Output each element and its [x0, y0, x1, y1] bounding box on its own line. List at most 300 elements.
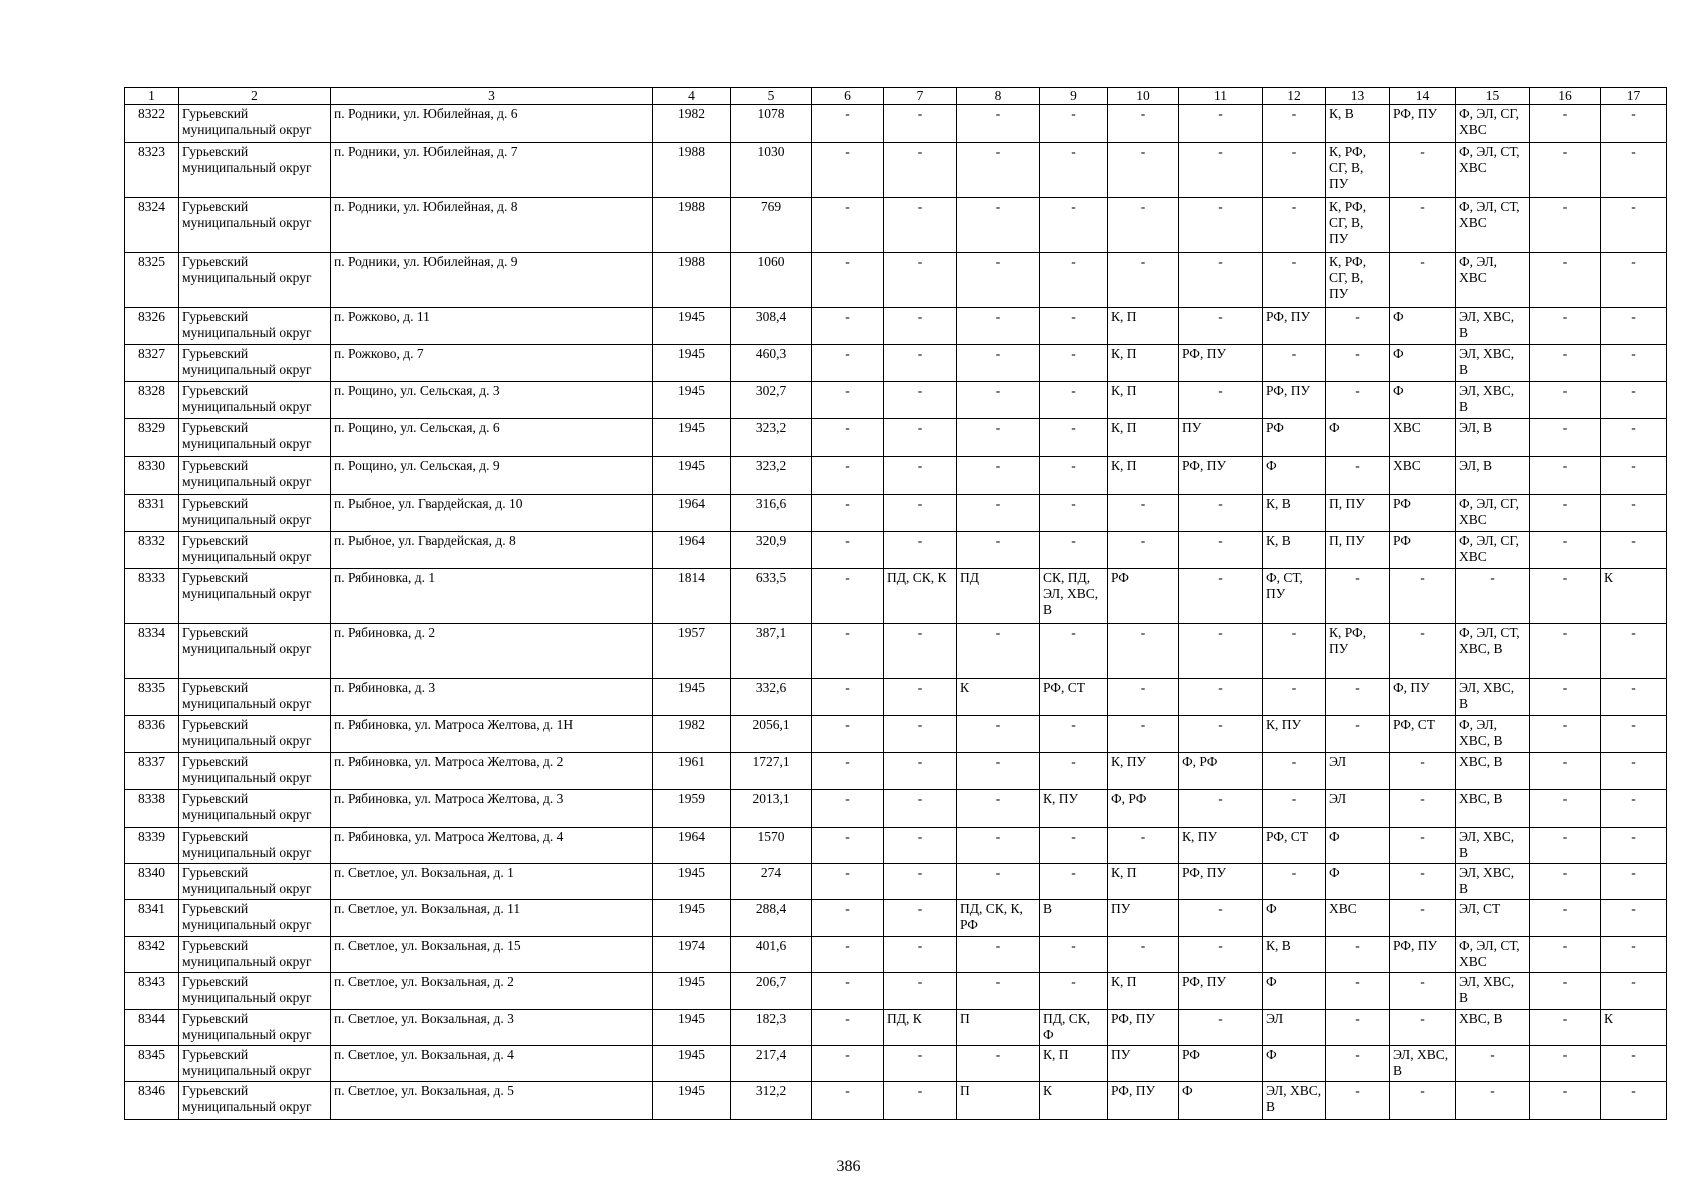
table-cell-col-10: -: [1108, 495, 1179, 532]
table-cell-col-7: -: [884, 457, 957, 495]
table-cell-col-3: п. Родники, ул. Юбилейная, д. 8: [331, 198, 653, 253]
column-number-15: 15: [1456, 88, 1530, 105]
table-cell-col-8: -: [957, 716, 1040, 753]
table-cell-col-9: СК, ПД, ЭЛ, ХВС, В: [1040, 569, 1108, 624]
table-cell-col-11: К, ПУ: [1179, 828, 1263, 864]
table-cell-col-14: -: [1390, 790, 1456, 828]
table-cell-col-7: -: [884, 753, 957, 790]
table-cell-col-17: -: [1601, 973, 1667, 1010]
table-cell-col-12: ЭЛ, ХВС, В: [1263, 1082, 1326, 1120]
table-cell-col-1: 8346: [125, 1082, 179, 1120]
table-cell-col-12: -: [1263, 253, 1326, 308]
table-cell-col-6: -: [812, 105, 884, 143]
table-cell-col-16: -: [1530, 382, 1601, 419]
table-cell-col-4: 1964: [653, 532, 731, 569]
table-cell-col-7: -: [884, 679, 957, 716]
table-cell-col-12: К, В: [1263, 495, 1326, 532]
table-cell-col-17: -: [1601, 624, 1667, 679]
table-cell-col-15: ХВС, В: [1456, 753, 1530, 790]
table-cell-col-16: -: [1530, 900, 1601, 937]
table-cell-col-2: Гурьевский муниципальный округ: [179, 1082, 331, 1120]
table-row: [125, 1082, 1667, 1120]
column-number-2: 2: [179, 88, 331, 105]
table-cell-col-4: 1974: [653, 937, 731, 973]
table-cell-col-7: -: [884, 900, 957, 937]
table-cell-col-11: РФ, ПУ: [1179, 345, 1263, 382]
page-number: 386: [836, 1158, 861, 1175]
table-cell-col-3: п. Родники, ул. Юбилейная, д. 9: [331, 253, 653, 308]
table-cell-col-8: -: [957, 382, 1040, 419]
table-cell-col-14: -: [1390, 253, 1456, 308]
table-cell-col-6: -: [812, 828, 884, 864]
table-cell-col-13: К, РФ, СГ, В, ПУ: [1326, 198, 1390, 253]
table-cell-col-6: -: [812, 345, 884, 382]
table-cell-col-3: п. Рябиновка, ул. Матроса Желтова, д. 2: [331, 753, 653, 790]
table-cell-col-13: -: [1326, 569, 1390, 624]
table-cell-col-15: ЭЛ, ХВС, В: [1456, 679, 1530, 716]
table-cell-col-5: 320,9: [731, 532, 812, 569]
table-cell-col-1: 8341: [125, 900, 179, 937]
table-cell-col-8: -: [957, 105, 1040, 143]
table-cell-col-9: -: [1040, 457, 1108, 495]
table-cell-col-11: -: [1179, 308, 1263, 345]
table-cell-col-4: 1988: [653, 198, 731, 253]
table-cell-col-2: Гурьевский муниципальный округ: [179, 753, 331, 790]
table-cell-col-13: -: [1326, 1082, 1390, 1120]
table-cell-col-17: -: [1601, 716, 1667, 753]
table-cell-col-7: -: [884, 1082, 957, 1120]
table-cell-col-4: 1945: [653, 973, 731, 1010]
table-cell-col-11: -: [1179, 937, 1263, 973]
table-cell-col-16: -: [1530, 419, 1601, 457]
table-cell-col-3: п. Рожково, д. 11: [331, 308, 653, 345]
table-cell-col-12: К, В: [1263, 532, 1326, 569]
table-cell-col-15: Ф, ЭЛ, СТ, ХВС: [1456, 143, 1530, 198]
table-cell-col-16: -: [1530, 1046, 1601, 1082]
table-cell-col-15: ХВС, В: [1456, 790, 1530, 828]
table-cell-col-5: 2013,1: [731, 790, 812, 828]
table-cell-col-2: Гурьевский муниципальный округ: [179, 624, 331, 679]
table-cell-col-2: Гурьевский муниципальный округ: [179, 864, 331, 900]
table-row: [125, 495, 1667, 532]
table-cell-col-6: -: [812, 308, 884, 345]
table-cell-col-14: -: [1390, 900, 1456, 937]
table-cell-col-13: ЭЛ: [1326, 790, 1390, 828]
table-cell-col-10: К, П: [1108, 308, 1179, 345]
table-cell-col-3: п. Рожково, д. 7: [331, 345, 653, 382]
table-cell-col-7: -: [884, 105, 957, 143]
table-cell-col-14: ХВС: [1390, 419, 1456, 457]
table-cell-col-10: -: [1108, 105, 1179, 143]
column-number-3: 3: [331, 88, 653, 105]
table-cell-col-13: Ф: [1326, 828, 1390, 864]
table-cell-col-11: -: [1179, 900, 1263, 937]
table-cell-col-15: -: [1456, 569, 1530, 624]
table-cell-col-5: 401,6: [731, 937, 812, 973]
table-cell-col-10: ПУ: [1108, 900, 1179, 937]
table-row: [125, 864, 1667, 900]
table-body: [125, 88, 1667, 1120]
table-cell-col-2: Гурьевский муниципальный округ: [179, 1010, 331, 1046]
table-cell-col-10: К, П: [1108, 345, 1179, 382]
table-cell-col-6: -: [812, 1010, 884, 1046]
table-cell-col-10: РФ, ПУ: [1108, 1010, 1179, 1046]
table-cell-col-6: -: [812, 973, 884, 1010]
table-cell-col-10: К, П: [1108, 864, 1179, 900]
table-cell-col-11: -: [1179, 716, 1263, 753]
table-cell-col-8: -: [957, 419, 1040, 457]
table-cell-col-17: -: [1601, 253, 1667, 308]
table-cell-col-5: 1727,1: [731, 753, 812, 790]
table-cell-col-13: Ф: [1326, 419, 1390, 457]
table-cell-col-8: -: [957, 828, 1040, 864]
table-row: [125, 828, 1667, 864]
table-cell-col-16: -: [1530, 532, 1601, 569]
table-row: [125, 345, 1667, 382]
table-cell-col-1: 8329: [125, 419, 179, 457]
table-cell-col-10: К, П: [1108, 973, 1179, 1010]
table-cell-col-11: РФ: [1179, 1046, 1263, 1082]
table-cell-col-17: -: [1601, 1046, 1667, 1082]
table-cell-col-7: ПД, СК, К: [884, 569, 957, 624]
table-cell-col-9: -: [1040, 495, 1108, 532]
column-number-header-row: [125, 88, 1667, 105]
table-cell-col-7: -: [884, 790, 957, 828]
table-cell-col-3: п. Рощино, ул. Сельская, д. 3: [331, 382, 653, 419]
table-cell-col-12: К, В: [1263, 937, 1326, 973]
table-cell-col-14: РФ, СТ: [1390, 716, 1456, 753]
table-cell-col-9: К, П: [1040, 1046, 1108, 1082]
table-cell-col-15: ХВС, В: [1456, 1010, 1530, 1046]
table-cell-col-10: -: [1108, 143, 1179, 198]
table-cell-col-2: Гурьевский муниципальный округ: [179, 1046, 331, 1082]
table-cell-col-17: -: [1601, 900, 1667, 937]
table-cell-col-8: -: [957, 345, 1040, 382]
table-cell-col-10: ПУ: [1108, 1046, 1179, 1082]
table-cell-col-2: Гурьевский муниципальный округ: [179, 105, 331, 143]
table-cell-col-15: ЭЛ, ХВС, В: [1456, 345, 1530, 382]
table-cell-col-9: -: [1040, 828, 1108, 864]
table-cell-col-7: -: [884, 937, 957, 973]
table-cell-col-11: -: [1179, 790, 1263, 828]
table-cell-col-4: 1961: [653, 753, 731, 790]
table-cell-col-14: -: [1390, 1082, 1456, 1120]
table-cell-col-16: -: [1530, 495, 1601, 532]
table-cell-col-9: -: [1040, 716, 1108, 753]
table-cell-col-12: -: [1263, 198, 1326, 253]
table-cell-col-15: ЭЛ, В: [1456, 419, 1530, 457]
table-cell-col-1: 8340: [125, 864, 179, 900]
table-cell-col-11: -: [1179, 679, 1263, 716]
table-cell-col-4: 1982: [653, 716, 731, 753]
table-cell-col-2: Гурьевский муниципальный округ: [179, 679, 331, 716]
table-cell-col-9: -: [1040, 937, 1108, 973]
table-cell-col-3: п. Рябиновка, д. 1: [331, 569, 653, 624]
table-cell-col-14: -: [1390, 973, 1456, 1010]
table-row: [125, 937, 1667, 973]
table-cell-col-9: К, ПУ: [1040, 790, 1108, 828]
table-cell-col-16: -: [1530, 308, 1601, 345]
table-cell-col-11: ПУ: [1179, 419, 1263, 457]
table-row: [125, 973, 1667, 1010]
column-number-14: 14: [1390, 88, 1456, 105]
column-number-9: 9: [1040, 88, 1108, 105]
table-cell-col-7: -: [884, 495, 957, 532]
table-cell-col-13: -: [1326, 1010, 1390, 1046]
table-cell-col-17: -: [1601, 382, 1667, 419]
table-cell-col-1: 8342: [125, 937, 179, 973]
table-cell-col-11: -: [1179, 1010, 1263, 1046]
table-cell-col-2: Гурьевский муниципальный округ: [179, 790, 331, 828]
table-cell-col-9: -: [1040, 143, 1108, 198]
table-cell-col-7: -: [884, 419, 957, 457]
column-number-8: 8: [957, 88, 1040, 105]
table-cell-col-8: ПД, СК, К, РФ: [957, 900, 1040, 937]
table-cell-col-4: 1945: [653, 864, 731, 900]
table-cell-col-17: -: [1601, 679, 1667, 716]
table-cell-col-4: 1945: [653, 345, 731, 382]
table-cell-col-17: -: [1601, 790, 1667, 828]
table-cell-col-13: К, РФ, ПУ: [1326, 624, 1390, 679]
table-cell-col-1: 8344: [125, 1010, 179, 1046]
table-cell-col-3: п. Рыбное, ул. Гвардейская, д. 10: [331, 495, 653, 532]
table-cell-col-5: 1078: [731, 105, 812, 143]
table-cell-col-2: Гурьевский муниципальный округ: [179, 253, 331, 308]
table-cell-col-7: ПД, К: [884, 1010, 957, 1046]
table-row: [125, 198, 1667, 253]
table-cell-col-4: 1964: [653, 828, 731, 864]
table-cell-col-2: Гурьевский муниципальный округ: [179, 198, 331, 253]
table-cell-col-2: Гурьевский муниципальный округ: [179, 937, 331, 973]
table-cell-col-6: -: [812, 382, 884, 419]
table-cell-col-2: Гурьевский муниципальный округ: [179, 308, 331, 345]
table-cell-col-5: 274: [731, 864, 812, 900]
table-cell-col-16: -: [1530, 937, 1601, 973]
table-cell-col-1: 8325: [125, 253, 179, 308]
table-cell-col-13: -: [1326, 382, 1390, 419]
table-cell-col-16: -: [1530, 345, 1601, 382]
table-cell-col-2: Гурьевский муниципальный округ: [179, 973, 331, 1010]
table-cell-col-11: РФ, ПУ: [1179, 457, 1263, 495]
table-cell-col-10: -: [1108, 716, 1179, 753]
table-cell-col-8: -: [957, 495, 1040, 532]
table-cell-col-13: К, РФ, СГ, В, ПУ: [1326, 143, 1390, 198]
table-cell-col-4: 1814: [653, 569, 731, 624]
table-cell-col-17: К: [1601, 569, 1667, 624]
table-cell-col-1: 8338: [125, 790, 179, 828]
table-cell-col-1: 8326: [125, 308, 179, 345]
table-cell-col-5: 316,6: [731, 495, 812, 532]
table-cell-col-5: 1570: [731, 828, 812, 864]
table-cell-col-3: п. Родники, ул. Юбилейная, д. 7: [331, 143, 653, 198]
table-cell-col-11: -: [1179, 105, 1263, 143]
table-cell-col-10: РФ: [1108, 569, 1179, 624]
table-cell-col-10: РФ, ПУ: [1108, 1082, 1179, 1120]
table-cell-col-17: -: [1601, 1082, 1667, 1120]
table-cell-col-6: -: [812, 624, 884, 679]
column-number-11: 11: [1179, 88, 1263, 105]
table-cell-col-17: К: [1601, 1010, 1667, 1046]
table-cell-col-9: ПД, СК, Ф: [1040, 1010, 1108, 1046]
table-cell-col-15: Ф, ЭЛ, СТ, ХВС, В: [1456, 624, 1530, 679]
table-cell-col-12: Ф: [1263, 457, 1326, 495]
table-cell-col-14: -: [1390, 828, 1456, 864]
table-cell-col-3: п. Рябиновка, ул. Матроса Желтова, д. 3: [331, 790, 653, 828]
table-cell-col-16: -: [1530, 973, 1601, 1010]
table-cell-col-5: 288,4: [731, 900, 812, 937]
table-cell-col-2: Гурьевский муниципальный округ: [179, 382, 331, 419]
table-cell-col-16: -: [1530, 1010, 1601, 1046]
table-cell-col-3: п. Светлое, ул. Вокзальная, д. 2: [331, 973, 653, 1010]
table-row: [125, 753, 1667, 790]
table-cell-col-6: -: [812, 143, 884, 198]
table-cell-col-16: -: [1530, 457, 1601, 495]
table-row: [125, 457, 1667, 495]
table-cell-col-15: Ф, ЭЛ, ХВС: [1456, 253, 1530, 308]
table-cell-col-7: -: [884, 198, 957, 253]
table-cell-col-6: -: [812, 495, 884, 532]
table-cell-col-4: 1959: [653, 790, 731, 828]
table-cell-col-2: Гурьевский муниципальный округ: [179, 716, 331, 753]
table-cell-col-8: -: [957, 624, 1040, 679]
table-cell-col-10: -: [1108, 624, 1179, 679]
table-cell-col-4: 1945: [653, 382, 731, 419]
table-row: [125, 1046, 1667, 1082]
table-cell-col-13: П, ПУ: [1326, 495, 1390, 532]
table-cell-col-9: -: [1040, 532, 1108, 569]
table-cell-col-7: -: [884, 864, 957, 900]
table-cell-col-14: -: [1390, 1010, 1456, 1046]
table-row: [125, 382, 1667, 419]
table-cell-col-11: -: [1179, 143, 1263, 198]
table-cell-col-12: -: [1263, 143, 1326, 198]
table-cell-col-9: К: [1040, 1082, 1108, 1120]
table-cell-col-2: Гурьевский муниципальный округ: [179, 419, 331, 457]
table-cell-col-4: 1945: [653, 457, 731, 495]
table-cell-col-4: 1945: [653, 1046, 731, 1082]
table-cell-col-1: 8327: [125, 345, 179, 382]
table-cell-col-12: К, ПУ: [1263, 716, 1326, 753]
table-cell-col-6: -: [812, 900, 884, 937]
table-cell-col-9: -: [1040, 345, 1108, 382]
table-cell-col-10: -: [1108, 937, 1179, 973]
table-cell-col-17: -: [1601, 198, 1667, 253]
table-cell-col-15: ЭЛ, ХВС, В: [1456, 382, 1530, 419]
table-cell-col-16: -: [1530, 1082, 1601, 1120]
table-cell-col-4: 1957: [653, 624, 731, 679]
table-cell-col-6: -: [812, 937, 884, 973]
table-cell-col-9: -: [1040, 105, 1108, 143]
table-cell-col-9: В: [1040, 900, 1108, 937]
table-cell-col-8: -: [957, 198, 1040, 253]
table-cell-col-13: ХВС: [1326, 900, 1390, 937]
column-number-13: 13: [1326, 88, 1390, 105]
table-cell-col-8: -: [957, 457, 1040, 495]
table-cell-col-11: -: [1179, 569, 1263, 624]
table-cell-col-4: 1945: [653, 900, 731, 937]
table-cell-col-12: -: [1263, 624, 1326, 679]
table-cell-col-13: Ф: [1326, 864, 1390, 900]
register-sheet: [124, 87, 1646, 1120]
table-cell-col-17: -: [1601, 345, 1667, 382]
table-cell-col-5: 1030: [731, 143, 812, 198]
table-cell-col-7: -: [884, 308, 957, 345]
table-cell-col-15: Ф, ЭЛ, СТ, ХВС: [1456, 198, 1530, 253]
table-cell-col-3: п. Рябиновка, д. 3: [331, 679, 653, 716]
table-cell-col-7: -: [884, 973, 957, 1010]
table-cell-col-7: -: [884, 143, 957, 198]
table-cell-col-5: 182,3: [731, 1010, 812, 1046]
table-cell-col-6: -: [812, 419, 884, 457]
table-cell-col-12: -: [1263, 753, 1326, 790]
table-cell-col-9: -: [1040, 419, 1108, 457]
table-cell-col-6: -: [812, 457, 884, 495]
column-number-5: 5: [731, 88, 812, 105]
table-cell-col-3: п. Светлое, ул. Вокзальная, д. 4: [331, 1046, 653, 1082]
table-cell-col-15: Ф, ЭЛ, СГ, ХВС: [1456, 495, 1530, 532]
table-cell-col-16: -: [1530, 105, 1601, 143]
table-cell-col-16: -: [1530, 753, 1601, 790]
table-cell-col-17: -: [1601, 308, 1667, 345]
table-cell-col-7: -: [884, 253, 957, 308]
table-cell-col-16: -: [1530, 716, 1601, 753]
table-cell-col-16: -: [1530, 253, 1601, 308]
table-cell-col-16: -: [1530, 790, 1601, 828]
table-row: [125, 790, 1667, 828]
table-row: [125, 900, 1667, 937]
table-cell-col-17: -: [1601, 105, 1667, 143]
table-cell-col-13: П, ПУ: [1326, 532, 1390, 569]
table-cell-col-16: -: [1530, 143, 1601, 198]
table-cell-col-9: -: [1040, 308, 1108, 345]
table-cell-col-6: -: [812, 864, 884, 900]
table-cell-col-3: п. Рябиновка, ул. Матроса Желтова, д. 1Н: [331, 716, 653, 753]
table-cell-col-13: -: [1326, 679, 1390, 716]
table-row: [125, 716, 1667, 753]
table-cell-col-10: К, ПУ: [1108, 753, 1179, 790]
table-cell-col-2: Гурьевский муниципальный округ: [179, 345, 331, 382]
table-cell-col-1: 8328: [125, 382, 179, 419]
table-cell-col-13: -: [1326, 308, 1390, 345]
table-cell-col-13: -: [1326, 973, 1390, 1010]
table-cell-col-6: -: [812, 716, 884, 753]
table-cell-col-12: РФ, СТ: [1263, 828, 1326, 864]
table-cell-col-13: -: [1326, 937, 1390, 973]
table-cell-col-11: РФ, ПУ: [1179, 973, 1263, 1010]
table-cell-col-2: Гурьевский муниципальный округ: [179, 143, 331, 198]
table-cell-col-6: -: [812, 753, 884, 790]
table-cell-col-1: 8322: [125, 105, 179, 143]
table-cell-col-7: -: [884, 345, 957, 382]
table-cell-col-10: -: [1108, 253, 1179, 308]
table-cell-col-5: 312,2: [731, 1082, 812, 1120]
table-row: [125, 569, 1667, 624]
table-row: [125, 679, 1667, 716]
table-cell-col-15: ЭЛ, ХВС, В: [1456, 973, 1530, 1010]
table-cell-col-16: -: [1530, 864, 1601, 900]
table-cell-col-8: -: [957, 937, 1040, 973]
table-cell-col-14: ХВС: [1390, 457, 1456, 495]
table-cell-col-6: -: [812, 1046, 884, 1082]
table-cell-col-10: К, П: [1108, 457, 1179, 495]
table-cell-col-11: -: [1179, 198, 1263, 253]
table-cell-col-14: -: [1390, 753, 1456, 790]
table-cell-col-5: 387,1: [731, 624, 812, 679]
table-cell-col-13: К, В: [1326, 105, 1390, 143]
table-cell-col-4: 1982: [653, 105, 731, 143]
table-cell-col-14: -: [1390, 569, 1456, 624]
table-cell-col-1: 8343: [125, 973, 179, 1010]
